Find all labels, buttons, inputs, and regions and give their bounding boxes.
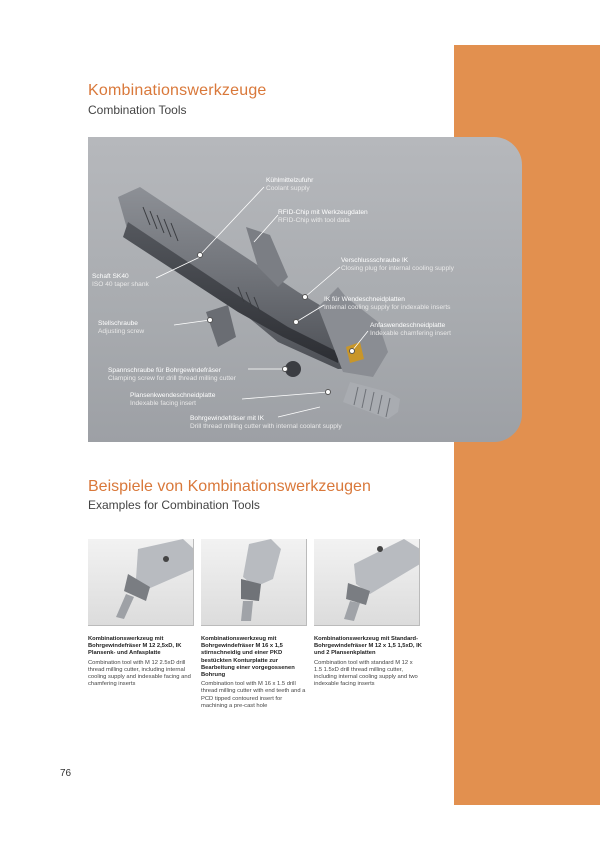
example-photo-2 (201, 539, 307, 626)
section-title-de: Beispiele von Kombinationswerkzeugen (88, 478, 371, 495)
example-caption-3 (314, 636, 422, 688)
tool-photo-3-drawing (314, 539, 420, 626)
callout-marker (302, 294, 308, 300)
callout-marker (207, 317, 213, 323)
callout-facing-insert: Plansenkwendeschneidplatte Indexable facing insert (130, 392, 216, 407)
callout-coolant-supply: Kühlmittelzufuhr Coolant supply (266, 177, 314, 192)
section-title-en: Examples for Combination Tools (88, 498, 260, 512)
example-caption-1-en: Combination tool with M 12 2.5xD drill thread milling cutter, including internal cooling supply and indexable facing and chamfering inserts (88, 659, 191, 688)
tool-photo-2-drawing (201, 539, 307, 626)
callout-marker (349, 348, 355, 354)
example-caption-1 (88, 636, 196, 688)
callout-marker (282, 366, 288, 372)
callout-adjusting-screw: Stellschraube Adjusting screw (98, 320, 145, 335)
example-photo-3 (314, 539, 420, 626)
example-caption-1-de: Kombinationswerkzeug mit Bohrgewindefräser M 12 2,5xD, IK Plansenk- und Anfasplatte (88, 636, 182, 657)
example-caption-2-de: Kombinationswerkzeug mit Bohrgewindefräser M 16 x 1,5 stirnschneidig und einer PKD bestückten Konturplatte zur Bearbeitung einer vorgegossenen Bohrung (201, 636, 295, 679)
example-caption-3-en: Combination tool with standard M 12 x 1.5 1.5xD drill thread milling cutter, including internal cooling supply and two indexable facing inserts (314, 659, 418, 688)
callout-ik-inserts: IK für Wendeschneidplatten Internal cooling supply for indexable inserts (324, 296, 451, 311)
callout-marker (325, 389, 331, 395)
example-caption-2-en: Combination tool with M 16 x 1.5 drill thread milling cutter with end teeth and a PCD tipped contoured insert for machining a pre-cast hole (201, 681, 306, 709)
callout-rfid-chip: RFID-Chip mit Werkzeugdaten RFID-Chip with tool data (278, 209, 368, 224)
callout-clamping-screw: Spannschraube für Bohrgewindefräser Clamping screw for drill thread milling cutter (108, 367, 236, 382)
callout-taper-shank: Schaft SK40 ISO 40 taper shank (92, 273, 149, 288)
example-caption-2 (201, 636, 309, 710)
page-title-de: Kombinationswerkzeuge (88, 82, 267, 99)
callout-drill-thread-cutter: Bohrgewindefräser mit IK Drill thread milling cutter with internal coolant supply (190, 415, 342, 430)
page-number: 76 (60, 768, 72, 779)
example-caption-3-de: Kombinationswerkzeug mit Standard-Bohrgewindefräser M 12 x 1,5 1,5xD, IK und 2 Plansenkplatten (314, 636, 422, 657)
callout-closing-plug: Verschlussschraube IK Closing plug for internal cooling supply (341, 257, 454, 272)
tool-photo-1-drawing (88, 539, 194, 626)
page-title-en: Combination Tools (88, 103, 187, 117)
callout-marker (197, 252, 203, 258)
combination-tool-cutaway-illustration (88, 137, 522, 442)
example-photo-1 (88, 539, 194, 626)
callout-marker (293, 319, 299, 325)
callout-chamfering-insert: Anfaswendeschneidplatte Indexable chamfering insert (370, 322, 452, 337)
